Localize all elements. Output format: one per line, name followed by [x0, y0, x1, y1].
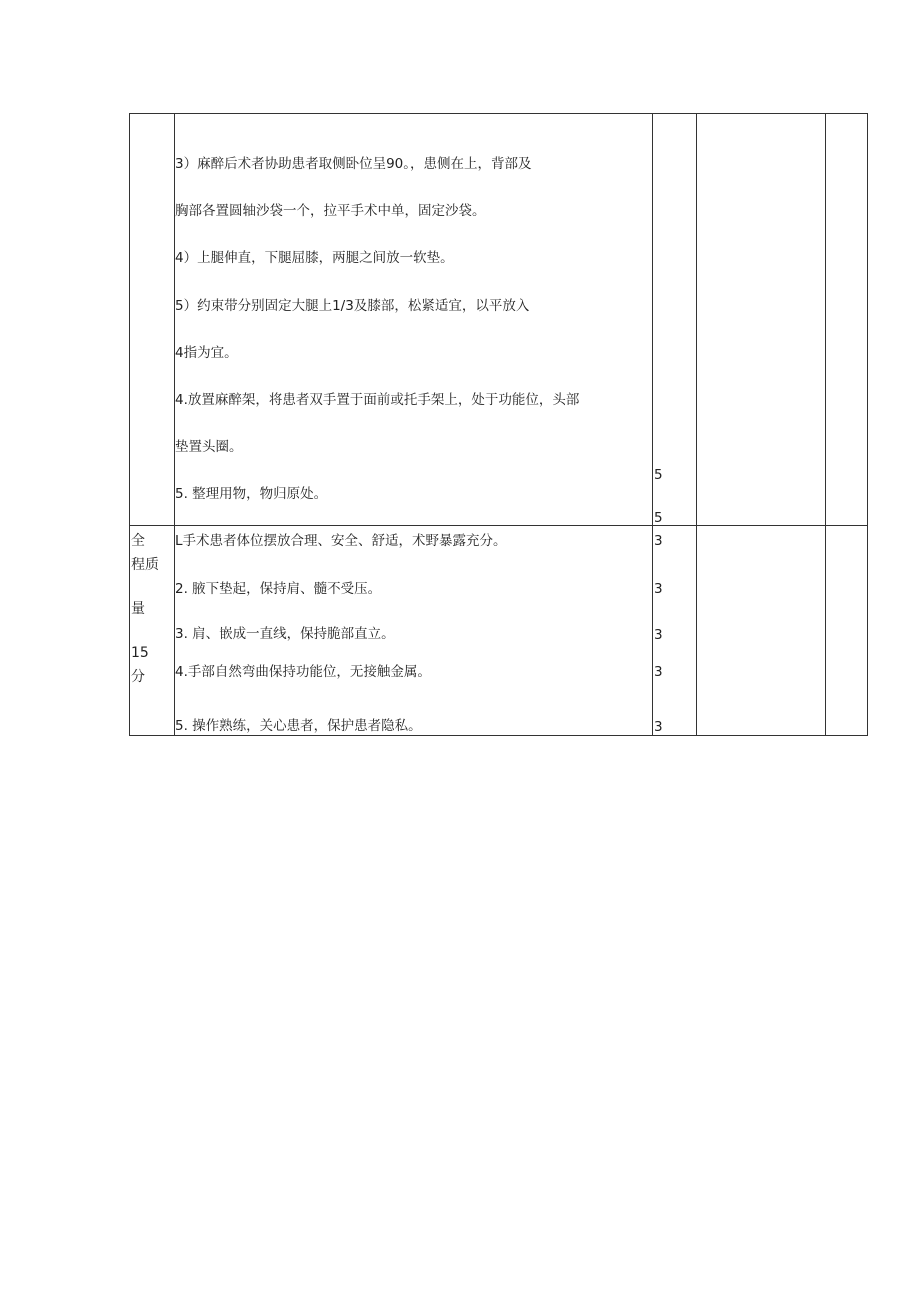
step-line: 4）上腿伸直，下腿屈膝，两腿之间放一软垫。 — [175, 250, 454, 266]
score-value: 3 — [654, 664, 663, 680]
table-col-divider — [652, 113, 653, 736]
criterion-line: L手术患者体位摆放合理、安全、舒适，术野暴露充分。 — [175, 533, 507, 549]
criterion-line: 4.手部自然弯曲保持功能位，无接触金属。 — [175, 664, 431, 680]
table-border-right — [867, 113, 868, 736]
criterion-line: 2. 腋下垫起，保持肩、髓不受压。 — [175, 581, 382, 597]
table-col-divider — [825, 113, 826, 736]
step-line: 垫置头圈。 — [175, 439, 243, 455]
score-value: 5 — [654, 467, 663, 483]
category-label: 量 — [131, 601, 145, 617]
score-value: 3 — [654, 533, 663, 549]
table-border-bottom — [129, 735, 868, 736]
category-label: 全 — [131, 533, 145, 549]
category-label: 15 — [131, 645, 149, 661]
table-col-divider — [696, 113, 697, 736]
score-value: 5 — [654, 510, 663, 526]
step-line: 胸部各置圆轴沙袋一个，拉平手术中单，固定沙袋。 — [175, 203, 486, 219]
step-line: 3）麻醉后术者协助患者取侧卧位呈90。，患侧在上，背部及 — [175, 156, 532, 172]
step-line: 4.放置麻醉架，将患者双手置于面前或托手架上，处于功能位，头部 — [175, 392, 580, 408]
step-line: 4指为宜。 — [175, 345, 238, 361]
score-value: 3 — [654, 581, 663, 597]
table-row-divider — [129, 525, 868, 526]
table-border-top — [129, 113, 868, 114]
table-border-left — [129, 113, 130, 736]
step-line: 5）约束带分别固定大腿上1/3及膝部，松紧适宜，以平放入 — [175, 298, 530, 314]
category-label: 程质 — [131, 557, 159, 573]
criterion-line: 5. 操作熟练，关心患者，保护患者隐私。 — [175, 718, 422, 734]
step-line: 5. 整理用物，物归原处。 — [175, 486, 328, 502]
score-value: 3 — [654, 627, 663, 643]
assessment-table — [129, 113, 868, 736]
criterion-line: 3. 肩、嵌成一直线，保持脆部直立。 — [175, 626, 395, 642]
score-value: 3 — [654, 719, 663, 735]
category-label: 分 — [131, 669, 145, 685]
